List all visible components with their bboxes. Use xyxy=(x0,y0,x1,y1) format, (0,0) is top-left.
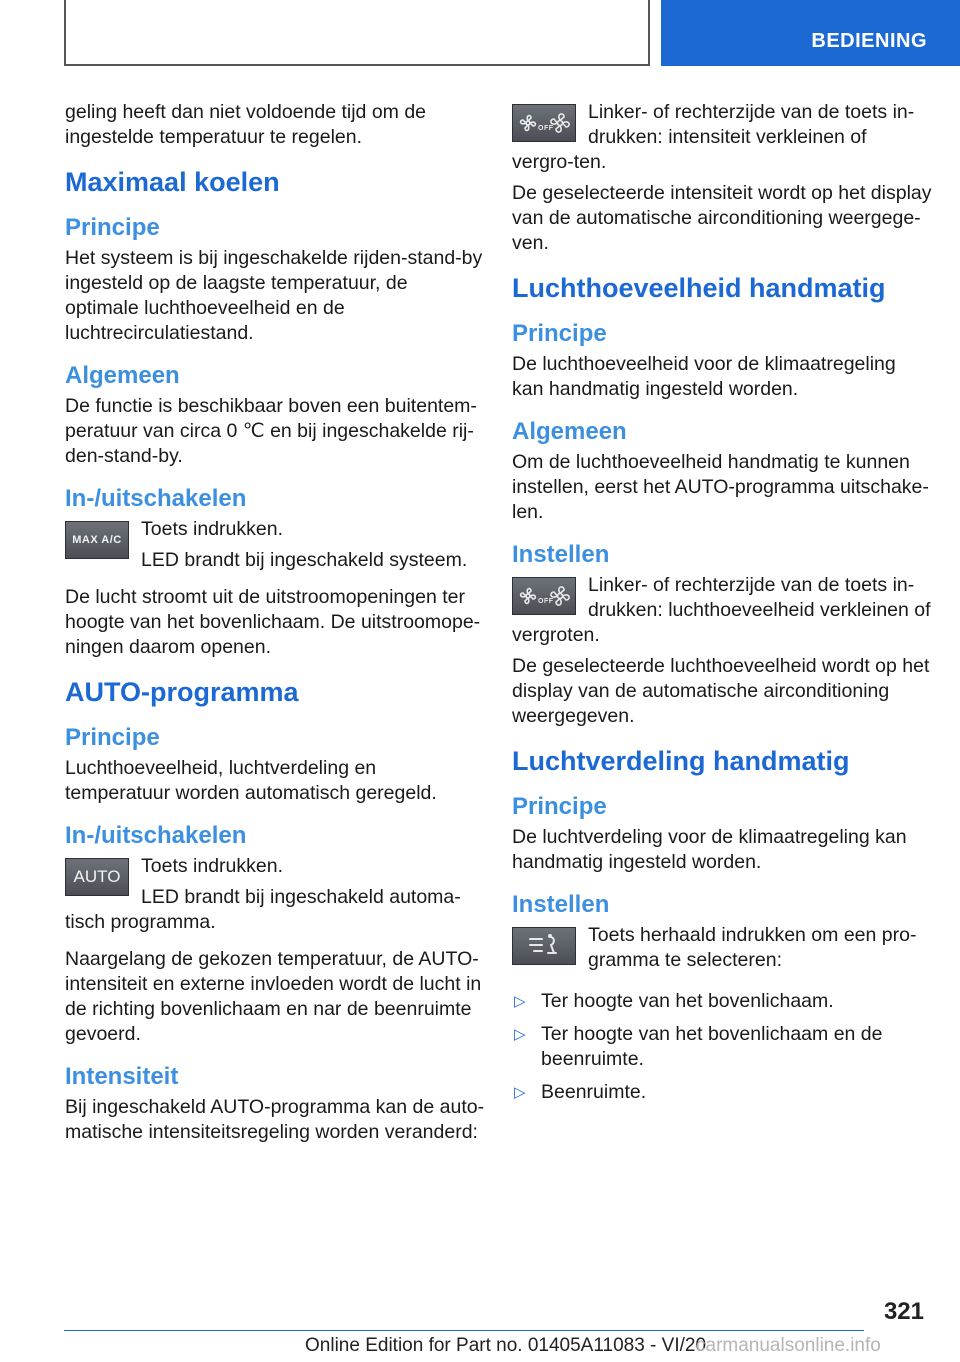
heading-auto-program: AUTO-programma xyxy=(65,677,299,707)
fan-button-icon xyxy=(512,104,576,142)
intensity-instruction xyxy=(512,100,932,175)
fan-icon xyxy=(516,582,572,610)
instruction-text: Linker- of rechterzijde van de toets in-drukken: intensiteit verkleinen of vergro-ten. xyxy=(512,101,915,173)
fan-icon xyxy=(516,109,572,137)
auto-instruction xyxy=(65,854,485,935)
air-volume-instruction xyxy=(512,573,932,648)
instruction-text: LED brandt bij ingeschakeld systeem. xyxy=(141,549,468,571)
paragraph: Om de luchthoeveelheid handmatig te kunnen instellen, eerst het AUTO-programma uitschake-len. xyxy=(512,451,929,523)
fan-button-icon xyxy=(512,577,576,615)
air-distribution-icon xyxy=(524,933,564,959)
list-item: ▷ Ter hoogte van het bovenlichaam en de beenruimte. xyxy=(514,1023,883,1070)
left-column xyxy=(65,100,485,1160)
subheading-set: Instellen xyxy=(512,541,610,568)
auto-button-label: AUTO xyxy=(73,867,121,886)
footer-edition: Online Edition for Part no. 01405A11083 - VI/20 xyxy=(305,1335,707,1356)
instruction-text: Toets indrukken. xyxy=(141,518,283,540)
air-distribution-instruction xyxy=(512,923,932,985)
subheading-general: Algemeen xyxy=(512,418,627,445)
fan-off-label: OFF xyxy=(538,125,554,132)
subheading-intensity: Intensiteit xyxy=(65,1063,179,1090)
paragraph: Luchthoeveelheid, luchtverdeling en temperatuur worden automatisch geregeld. xyxy=(65,757,437,804)
subheading-principle: Principe xyxy=(65,214,160,241)
instruction-text: LED brandt bij ingeschakeld automa-tisch programma. xyxy=(65,886,461,933)
paragraph: De luchtverdeling voor de klimaatregeling kan handmatig ingesteld worden. xyxy=(512,826,907,873)
header-box xyxy=(64,0,650,66)
paragraph: De geselecteerde intensiteit wordt op het display van de automatische airconditioning weergege-ven. xyxy=(512,182,932,254)
paragraph: De functie is beschikbaar boven een buitentem-peratuur van circa 0 ℃ en bij ingeschakelde rij-den-stand-by. xyxy=(65,395,477,467)
footer-rule xyxy=(64,1330,864,1331)
instruction-text: Toets indrukken. xyxy=(141,855,283,877)
fan-off-label: OFF xyxy=(538,598,554,605)
max-ac-instruction xyxy=(65,517,485,579)
page-number: 321 xyxy=(883,1298,924,1325)
bullet-triangle-icon: ▷ xyxy=(514,993,526,1010)
instruction-text: Linker- of rechterzijde van de toets in-drukken: luchthoeveelheid verkleinen of vergroten. xyxy=(512,574,931,646)
max-ac-button-icon xyxy=(65,521,129,559)
auto-button-icon xyxy=(65,858,129,896)
instruction-text: Toets herhaald indrukken om een pro-gramma te selecteren: xyxy=(588,924,917,971)
subheading-principle: Principe xyxy=(512,793,607,820)
list-item: ▷ Ter hoogte van het bovenlichaam. xyxy=(514,990,834,1012)
subheading-principle: Principe xyxy=(512,320,607,347)
bullet-triangle-icon: ▷ xyxy=(514,1084,526,1101)
chapter-label: BEDIENING xyxy=(811,29,927,52)
subheading-principle: Principe xyxy=(65,724,160,751)
header-chapter-tab xyxy=(661,0,960,66)
heading-air-distribution: Luchtverdeling handmatig xyxy=(512,746,850,776)
paragraph: Naargelang de gekozen temperatuur, de AUTO-intensiteit en externe invloeden wordt de lucht in de richting bovenlichaam en nar de beenruimte gevoerd. xyxy=(65,948,482,1045)
paragraph: Het systeem is bij ingeschakelde rijden-stand-by ingesteld op de laagste temperatuur, de optimale luchthoeveelheid en de luchtrecirculatiestand. xyxy=(65,247,483,344)
subheading-set: Instellen xyxy=(512,891,610,918)
air-distribution-button-icon xyxy=(512,927,576,965)
paragraph: De geselecteerde luchthoeveelheid wordt op het display van de automatische airconditioning weergegeven. xyxy=(512,655,930,727)
list-item: ▷ Beenruimte. xyxy=(514,1081,647,1103)
bullet-triangle-icon: ▷ xyxy=(514,1026,526,1043)
watermark: carmanualsonline.info xyxy=(696,1335,881,1356)
right-column xyxy=(512,100,932,1113)
paragraph: De lucht stroomt uit de uitstroomopeningen ter hoogte van het bovenlichaam. De uitstroomope-ningen daarom openen. xyxy=(65,586,481,658)
paragraph: Bij ingeschakeld AUTO-programma kan de auto-matische intensiteitsregeling worden veranderd: xyxy=(65,1096,485,1143)
subheading-on-off: In-/uitschakelen xyxy=(65,485,247,512)
heading-air-volume: Luchthoeveelheid handmatig xyxy=(512,273,886,303)
max-ac-button-label: MAX A/C xyxy=(72,534,122,546)
subheading-general: Algemeen xyxy=(65,362,180,389)
intro-paragraph: geling heeft dan niet voldoende tijd om de ingestelde temperatuur te regelen. xyxy=(65,101,427,148)
paragraph: De luchthoeveelheid voor de klimaatregeling kan handmatig ingesteld worden. xyxy=(512,353,896,400)
heading-max-cool: Maximaal koelen xyxy=(65,167,280,197)
distribution-options-list xyxy=(512,989,932,1105)
subheading-on-off: In-/uitschakelen xyxy=(65,822,247,849)
